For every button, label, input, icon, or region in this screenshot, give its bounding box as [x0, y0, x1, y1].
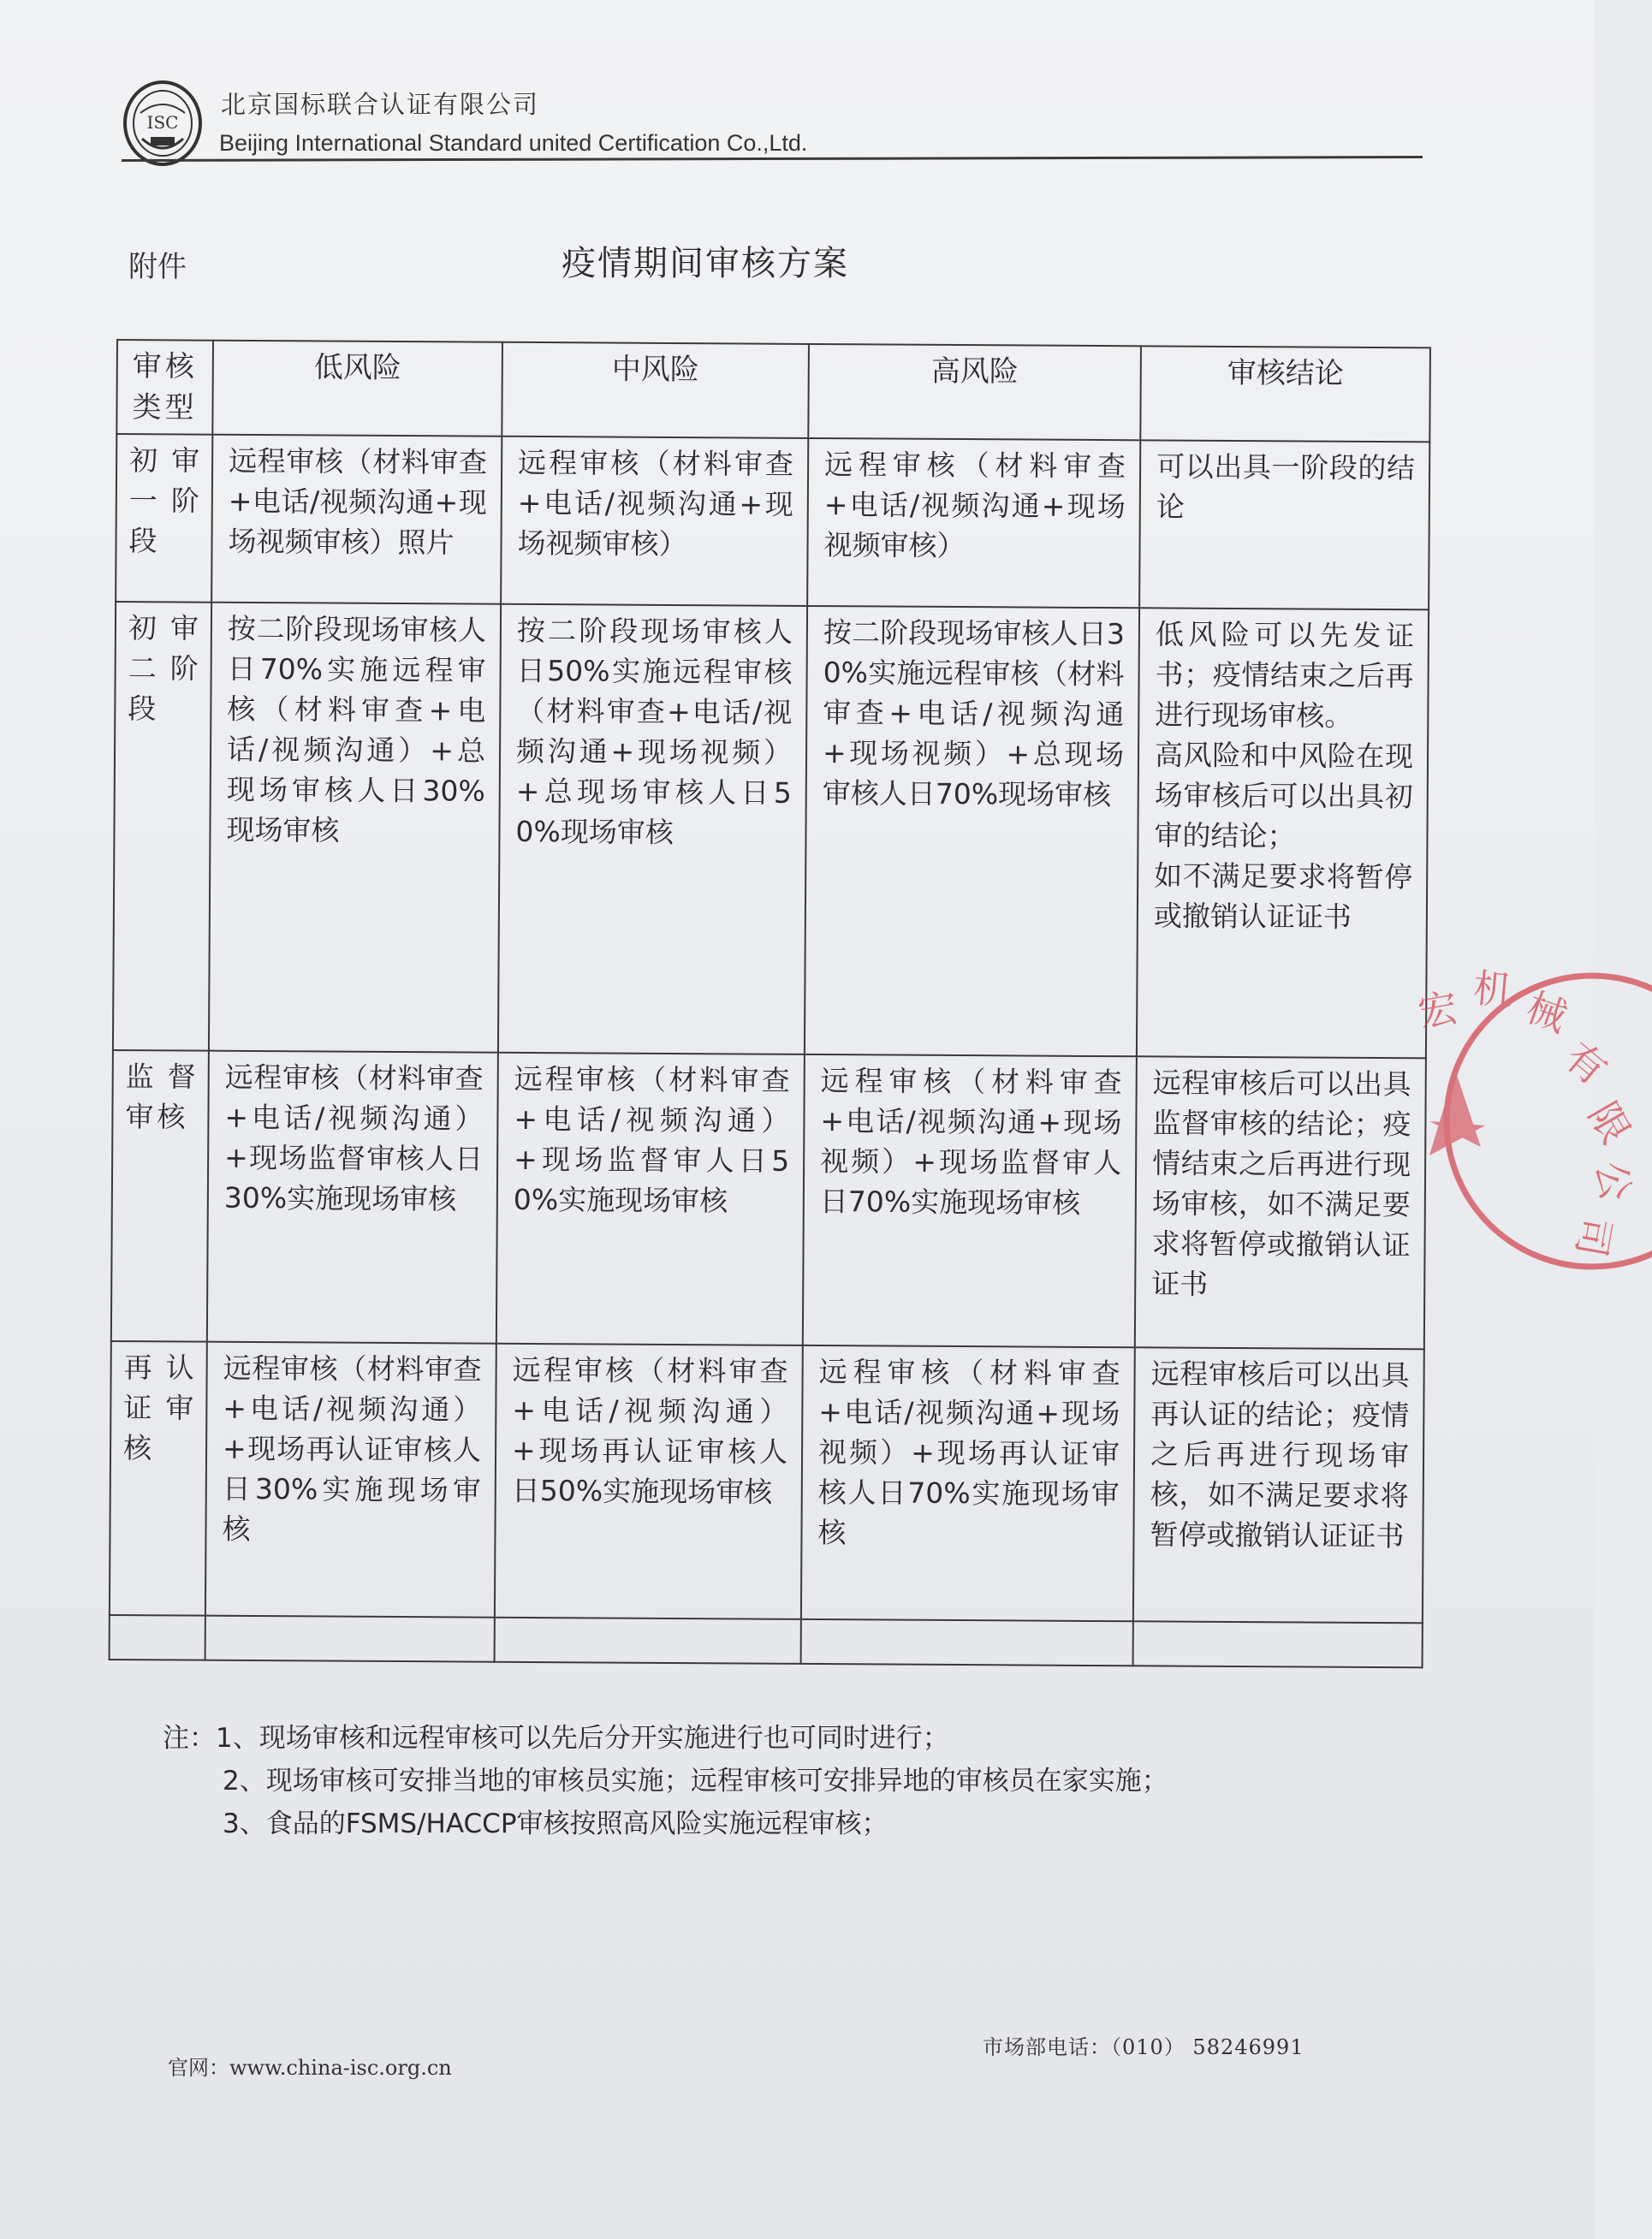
svg-text:机: 机: [1471, 965, 1515, 1014]
high-risk-cell: 按二阶段现场审核人日30%实施远程审核（材料审查+电话/视频沟通+现场视频）+总现场审核人日70%现场审核: [805, 606, 1139, 1056]
header-high-risk: 高风险: [808, 344, 1141, 440]
low-risk-cell: 远程审核（材料审查+电话/视频沟通）+现场监督审核人日30%实施现场审核: [207, 1051, 498, 1344]
audit-type-cell: 初审二阶段: [113, 602, 211, 1051]
note-text: 1、现场审核和远程审核可以先后分开实施进行也可同时进行；: [216, 1723, 949, 1754]
conclusion-cell: [1135, 1056, 1426, 1349]
notes-prefix: 注：: [163, 1723, 216, 1754]
svg-text:司: 司: [1567, 1214, 1620, 1261]
svg-text:有: 有: [1555, 1033, 1616, 1094]
conclusion-text: 高风险和中风险在现场审核后可以出具初审的结论；: [1154, 738, 1414, 853]
low-risk-cell: 远程审核（材料审查+电话/视频沟通+现场视频审核）照片: [211, 435, 502, 604]
high-risk-cell: 远程审核（材料审查+电话/视频沟通+现场视频审核）: [807, 438, 1140, 608]
empty-cell: [495, 1618, 801, 1664]
conclusion-cell: [1139, 440, 1429, 609]
isc-logo: [122, 79, 204, 168]
medium-risk-cell: 远程审核（材料审查+电话/视频沟通）+现场监督审人日50%实施现场审核: [496, 1053, 805, 1345]
conclusion-cell: [1137, 608, 1429, 1058]
note-item: [163, 1760, 1168, 1802]
medium-risk-cell: 远程审核（材料审查+电话/视频沟通+现场视频审核）: [501, 437, 808, 606]
table-empty-row: [110, 1615, 1423, 1667]
svg-text:公: 公: [1587, 1157, 1640, 1205]
medium-risk-cell: 远程审核（材料审查+电话/视频沟通）+现场再认证审核人日50%实施现场审核: [495, 1344, 803, 1619]
header-medium-risk: 中风险: [502, 342, 809, 438]
note-item: [163, 1802, 1168, 1845]
table-header-row: [116, 340, 1430, 442]
empty-cell: [110, 1615, 205, 1660]
empty-cell: [205, 1616, 495, 1662]
note-text: 3、食品的FSMS/HACCP审核按照高风险实施远程审核；: [223, 1808, 888, 1839]
svg-text:械: 械: [1520, 983, 1573, 1042]
header-low-risk: 低风险: [212, 341, 502, 437]
medium-risk-cell: 按二阶段现场审核人日50%实施远程审核（材料审查+电话/视频沟通+现场视频）+总现场审核人日50%现场审核: [498, 604, 807, 1054]
table-row: [113, 602, 1429, 1058]
company-name-en: Beijing International Standard united Certification Co.,Ltd.: [219, 130, 808, 156]
conclusion-cell: [1133, 1347, 1424, 1623]
high-risk-cell: 远程审核（材料审查+电话/视频沟通+现场视频）+现场监督审人日70%实施现场审核: [803, 1054, 1137, 1347]
logo-text: ISC: [146, 112, 179, 133]
conclusion-text: 远程审核后可以出具再认证的结论；疫情之后再进行现场审核，如不满足要求将暂停或撤销认证证书: [1150, 1357, 1410, 1553]
conclusion-text: 远程审核后可以出具监督审核的结论；疫情结束之后再进行现场审核，如不满足要求将暂停或撤销认证证书: [1151, 1066, 1411, 1301]
audit-type-cell: 监督审核: [111, 1050, 209, 1342]
empty-cell: [801, 1619, 1133, 1666]
header-divider: [122, 156, 1423, 162]
high-risk-cell: 远程审核（材料审查+电话/视频沟通+现场视频）+现场再认证审核人日70%实施现场审核: [801, 1345, 1135, 1621]
notes-section: [163, 1717, 1168, 1845]
table-row: [116, 434, 1429, 609]
note-text: 2、现场审核可安排当地的审核员实施；远程审核可安排异地的审核员在家实施；: [223, 1766, 1168, 1797]
low-risk-cell: 按二阶段现场审核人日70%实施远程审核（材料审查+电话/视频沟通）+总现场审核人日30%现场审核: [209, 603, 501, 1053]
attachment-label: 附件: [128, 250, 187, 284]
audit-plan-table: [109, 339, 1429, 1668]
conclusion-text: 低风险可以先发证书；疫情结束之后再进行现场审核。: [1155, 617, 1415, 733]
website: 官网：www.china-isc.org.cn: [168, 2056, 452, 2080]
conclusion-text: 可以出具一阶段的结论: [1156, 449, 1416, 524]
table-row: [111, 1050, 1426, 1349]
svg-text:限: 限: [1579, 1094, 1640, 1152]
table-row: [110, 1341, 1424, 1623]
header-conclusion: 审核结论: [1140, 346, 1430, 442]
empty-cell: [1133, 1621, 1423, 1667]
audit-type-cell: 再认证审核: [110, 1341, 207, 1616]
audit-type-cell: 初审一阶段: [116, 434, 212, 603]
company-name-cn: 北京国标联合认证有限公司: [221, 90, 540, 119]
company-seal: [1395, 950, 1652, 1292]
note-item: [163, 1717, 1168, 1760]
page-title: 疫情期间审核方案: [562, 244, 849, 283]
low-risk-cell: 远程审核（材料审查+电话/视频沟通）+现场再认证审核人日30%实施现场审核: [205, 1342, 496, 1618]
svg-text:宏: 宏: [1414, 983, 1462, 1036]
header-audit-type: 审核类型: [116, 340, 213, 435]
marketing-phone: 市场部电话：（010） 58246991: [983, 2035, 1304, 2059]
conclusion-text: 如不满足要求将暂停或撤销认证证书: [1153, 858, 1413, 934]
